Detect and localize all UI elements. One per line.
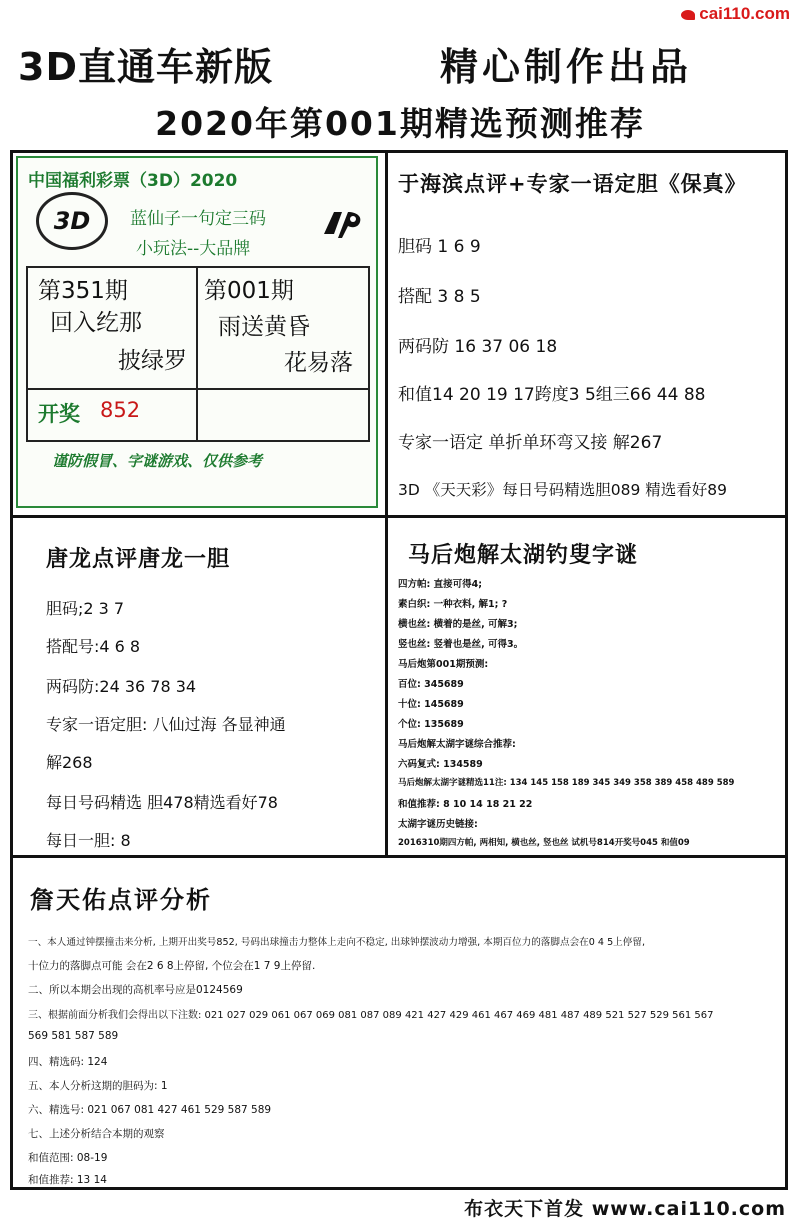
- expert1-line: 专家一语定 单折单环弯又接 解267: [398, 433, 663, 453]
- expert1-title: 于海滨点评+专家一语定胆《保真》: [398, 172, 747, 196]
- expert3-line: 六码复式: 134589: [398, 759, 483, 770]
- expert3-line: 马后炮第001期预测:: [398, 659, 489, 670]
- expert3-line: 个位: 135689: [398, 719, 464, 730]
- grid-divider-vertical: [196, 268, 198, 442]
- expert3-line: 太湖字谜历史链接:: [398, 819, 478, 830]
- expert2-section: [10, 518, 388, 858]
- analysis-line: 和值范围: 08-19: [28, 1152, 108, 1164]
- lottery-card-section: [10, 150, 388, 518]
- cur-issue: 第001期: [204, 278, 294, 304]
- analysis-line: 七、上述分析结合本期的观察: [28, 1128, 165, 1140]
- prev-riddle-line2: 披绿罗: [118, 348, 187, 374]
- expert1-line: 胆码 1 6 9: [398, 237, 481, 257]
- welfare-lottery-icon: [320, 204, 366, 244]
- expert1-line: 3D 《天天彩》每日号码精选胆089 精选看好89: [398, 481, 727, 499]
- analysis-line: 六、精选号: 021 067 081 427 461 529 587 589: [28, 1104, 272, 1116]
- draw-label: 开奖: [38, 402, 80, 426]
- page-subtitle: 2020年第001期精选预测推荐: [155, 104, 645, 143]
- expert3-line: 马后炮解太湖字谜精选11注: 134 145 158 189 345 349 358 389 458 489 589: [398, 778, 735, 788]
- expert1-line: 和值14 20 19 17跨度3 5组三66 44 88: [398, 385, 706, 405]
- prev-issue: 第351期: [38, 278, 128, 304]
- lottery-header: 中国福利彩票（3D）2020: [28, 171, 238, 191]
- expert3-title: 马后炮解太湖钓叟字谜: [408, 543, 639, 568]
- footer-link[interactable]: 布衣天下首发 www.cai110.com: [464, 1198, 786, 1220]
- expert3-line: 素白织: 一种衣料, 解1; ?: [398, 599, 508, 610]
- title-left: 3D直通车新版: [18, 45, 273, 89]
- expert3-line: 百位: 345689: [398, 679, 464, 690]
- expert1-line: 搭配 3 8 5: [398, 287, 481, 307]
- analysis-line: 569 581 587 589: [28, 1030, 119, 1042]
- cur-riddle-line2: 花易落: [284, 350, 353, 376]
- grid-divider-horizontal: [28, 388, 368, 390]
- expert3-line: 四方帕: 直接可得4;: [398, 579, 483, 590]
- analysis-title: 詹天佑点评分析: [30, 886, 212, 914]
- expert2-line: 解268: [46, 753, 93, 772]
- expert2-line: 胆码;2 3 7: [46, 599, 125, 618]
- prev-riddle-line1: 回入纥那: [50, 310, 142, 336]
- lottery-sub1: 蓝仙子一句定三码: [130, 209, 266, 229]
- expert3-line: 2016310期四方帕, 两相知, 横也丝, 竖也丝 试机号814开奖号045 和值09: [398, 838, 690, 848]
- expert2-line: 每日号码精选 胆478精选看好78: [46, 793, 278, 812]
- analysis-line: 三、根据前面分析我们会得出以下注数: 021 027 029 061 067 069 081 087 089 421 427 429 461 467 469 481 487 489 521 527 529 561 567: [28, 1010, 714, 1021]
- expert2-line: 两码防:24 36 78 34: [46, 677, 197, 696]
- analysis-section: [10, 858, 788, 1190]
- expert3-line: 竖也丝: 竖着也是丝, 可得3。: [398, 639, 524, 650]
- expert2-title: 唐龙点评唐龙一胆: [46, 547, 231, 572]
- expert2-line: 每日一胆: 8: [46, 831, 131, 850]
- expert2-line: 专家一语定胆: 八仙过海 各显神通: [46, 715, 286, 734]
- logo-icon: [681, 10, 695, 20]
- draw-value: 852: [100, 398, 141, 422]
- expert1-line: 两码防 16 37 06 18: [398, 337, 558, 357]
- site-watermark: [681, 4, 790, 24]
- riddle-grid: [26, 266, 370, 442]
- lottery-footer: 谨防假冒、字谜游戏、仅供参考: [52, 452, 263, 470]
- expert3-section: [388, 518, 788, 858]
- lottery-sub2: 小玩法--大品牌: [136, 239, 251, 259]
- expert1-section: [388, 150, 788, 518]
- title-right: 精心制作出品: [440, 45, 693, 89]
- site-watermark-text: cai110.com: [699, 4, 790, 23]
- page-title: [0, 36, 800, 90]
- cur-riddle-line1: 雨送黄昏: [218, 314, 310, 340]
- analysis-line: 一、本人通过钟摆撞击来分析, 上期开出奖号852, 号码出球撞击力整体上走向不稳定, 出球钟摆波动力增强, 本期百位力的落脚点会在0 4 5上停留,: [28, 937, 646, 948]
- analysis-line: 和值推荐: 13 14: [28, 1174, 107, 1186]
- expert2-line: 搭配号:4 6 8: [46, 637, 141, 656]
- 3d-logo-icon: 3D: [36, 192, 108, 250]
- expert3-line: 横也丝: 横着的是丝, 可解3;: [398, 619, 518, 630]
- expert3-line: 马后炮解太湖字谜综合推荐:: [398, 739, 516, 750]
- lottery-card: [16, 156, 378, 508]
- analysis-line: 二、所以本期会出现的高机率号应是0124569: [28, 984, 243, 996]
- analysis-line: 十位力的落脚点可能 会在2 6 8上停留, 个位会在1 7 9上停留.: [28, 960, 316, 972]
- expert3-line: 十位: 145689: [398, 699, 464, 710]
- expert3-line: 和值推荐: 8 10 14 18 21 22: [398, 799, 533, 810]
- analysis-line: 五、本人分析这期的胆码为: 1: [28, 1080, 168, 1092]
- analysis-line: 四、精选码: 124: [28, 1056, 108, 1068]
